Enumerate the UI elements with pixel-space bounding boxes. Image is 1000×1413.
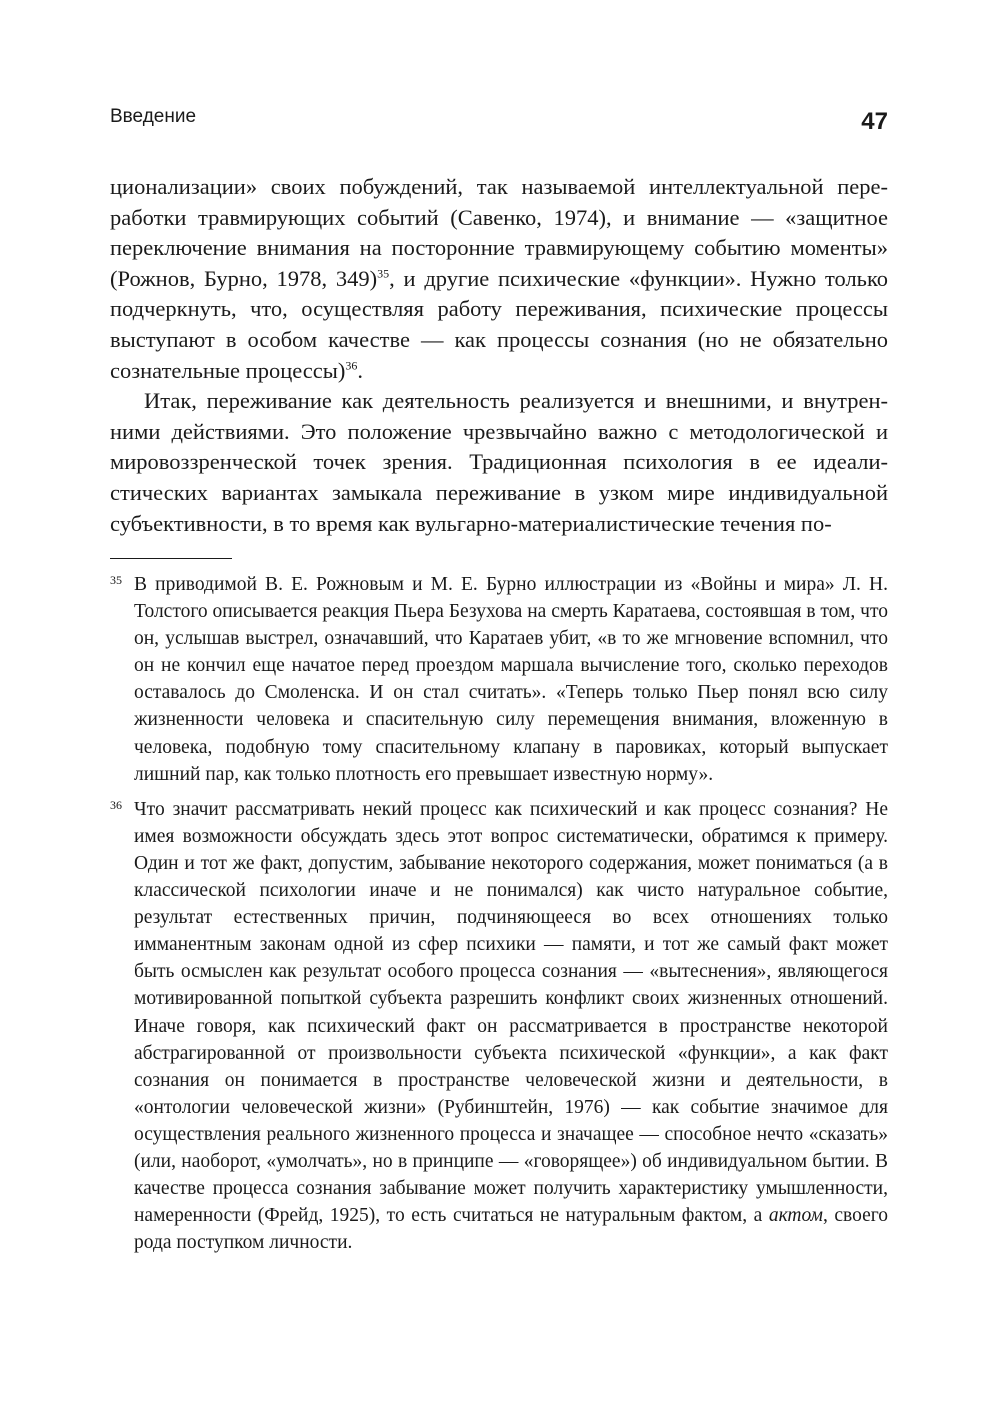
footnote-ref-36[interactable]: 36	[345, 358, 358, 373]
paragraph-1-text-2: , и другие психические «функции». Нужно только подчеркнуть, что, осуществляя работу переживания, психические процессы выступают в особом качестве — как процессы сознания (но не обязательно сознательные процессы)	[110, 265, 888, 383]
running-head: Введение	[110, 106, 197, 127]
page-number: 47	[861, 108, 888, 135]
footnote-number: 35	[110, 573, 122, 587]
footnote-divider	[110, 558, 232, 559]
footnote-text-part-1: Что значит рассматривать некий процесс как психический и как процесс сознания? Не имея возможности обсуждать здесь этот вопрос систематически, обратимся к примеру. Один и тот же факт, допустим, забывание некоторого содержания, может пониматься (а в классической психологии иначе и не понимался) как чисто натуральное событие, результат естественных причин, подчиняющееся во всех отношениях только имманентным законам одной из сфер психики — памяти, и тот же самый факт может быть осмыслен как результат особого процесса сознания — «вытеснения», являющегося мотивированной попыткой субъекта разрешить конфликт своих жизненных отношений. Иначе говоря, как психический факт он рассматривается в пространстве некоторой абстрагированной от произвольности субъекта психической «функции», а как факт сознания он понимается в пространстве человеческой жизни и деятельности, в «онтологии человеческой жизни» (Рубинштейн, 1976) — как событие значимое для осуществления реального жизненного процесса и значащее — способное нечто «сказать» (или, наоборот, «умолчать», но в принципе — «говорящее») об индивидуальном бытии. В качестве процесса сознания забывание может получить характеристику умышленности, намеренности (Фрейд, 1925), то есть считаться не натуральным фактом, а	[134, 798, 888, 1227]
paragraph-2: Итак, переживание как деятельность реализуется и внешними, и внутренними действиями. Это положение чрезвычайно важно с методологической и мировоззренческой точек зрения. Традиционная психология в ее идеалистических вариантах замыкала переживание в узком мире индивидуальной субъективности, в то время как вульгарно-материалистические течения по-	[110, 388, 888, 536]
page-header	[110, 104, 888, 140]
footnote-text-part-2: , своего рода поступком личности.	[134, 1205, 888, 1254]
footnote-36	[110, 796, 888, 1257]
footnote-text: В приводимой В. Е. Рожновым и М. Е. Бурно иллюстрации из «Войны и мира» Л. Н. Толстого описывается реакция Пьера Безухова на смерть Каратаева, состоявшая в том, что он, услышав выстрел, означавший, что Каратаев убит, «в то же мгновение вспомнил, что он не кончил еще начатое перед проездом маршала вычисление того, сколько переходов оставалось до Смоленска. И он стал считать». «Теперь только Пьер понял всю силу жизненности человека и спасительную силу перемещения внимания, вложенную в человека, подобную тому спасительному клапану в паровиках, который выпускает лишний пар, как только плотность его превышает известную норму».	[134, 574, 888, 785]
footnote-ref-35[interactable]: 35	[377, 266, 390, 281]
footnote-text	[134, 796, 888, 1257]
footnote-number: 36	[110, 797, 122, 812]
footnote-35	[110, 571, 888, 788]
paragraph-1-text: ционализации» своих побуждений, так называемой интеллектуальной переработки травмирующих событий (Савенко, 1974), и внимание — «защитное переключение внимания на посторонние травмирующему событию моменты» (Рожнов, Бурно, 1978, 349)	[110, 174, 888, 291]
footnotes	[110, 571, 888, 1264]
main-text	[110, 172, 888, 539]
footnote-italic-term: актом	[768, 1205, 823, 1227]
paragraph-1-text-3: .	[357, 357, 363, 383]
paragraph-1	[110, 172, 888, 386]
